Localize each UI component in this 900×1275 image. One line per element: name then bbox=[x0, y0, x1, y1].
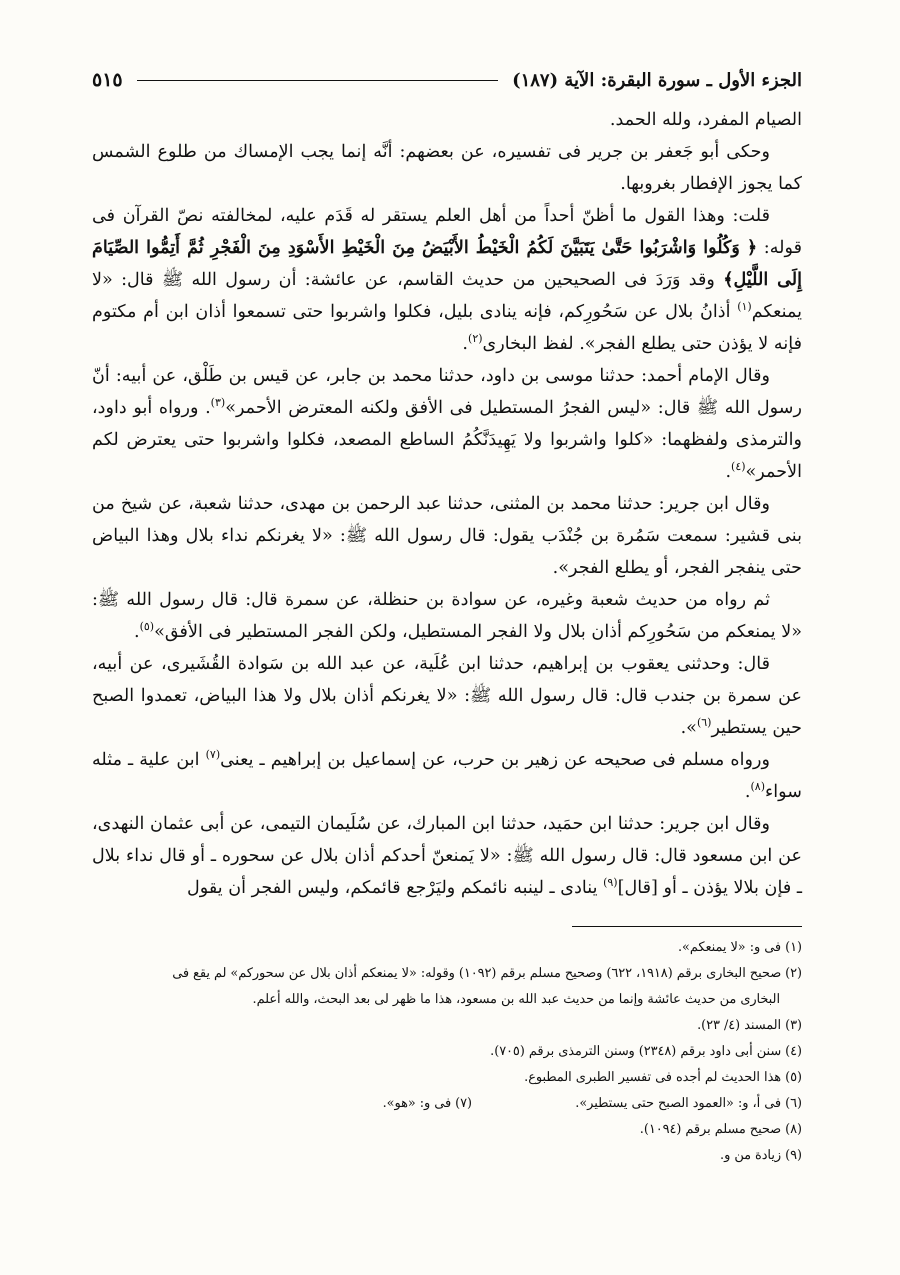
paragraph-9 bbox=[92, 808, 802, 904]
paragraph-3 bbox=[92, 200, 802, 360]
footnote-8: (٨) صحيح مسلم برقم (١٠٩٤). bbox=[639, 1122, 802, 1137]
footnote-separator bbox=[572, 926, 802, 927]
paragraph-8-text-a: ورواه مسلم فى صحيحه عن زهير بن حرب، عن إسماعيل بن إبراهيم ـ يعنى bbox=[220, 750, 770, 770]
paragraph-7-text: قال: وحدثنى يعقوب بن إبراهيم، حدثنا ابن عُلَية، عن عبد الله بن سَوادة القُشَيرى، عن أبيه، عن سمرة بن جندب قال: قال رسول الله ﷺ: «لا يغرنكم أذان بلال ولا هذا البياض، تعمدوا الصبح حين يستطير bbox=[92, 654, 803, 738]
paragraph-8 bbox=[92, 744, 802, 808]
footnote-6: (٦) فى أ، و: «العمود الصبح حتى يستطير». bbox=[575, 1096, 802, 1111]
paragraph-8-end: . bbox=[744, 782, 751, 802]
footnote-ref-9: (٩) bbox=[603, 876, 618, 890]
paragraph-6-text: ثم رواه من حديث شعبة وغيره، عن سوادة بن حنظلة، عن سمرة قال: قال رسول الله ﷺ: «لا يمنعكم من سَحُورِكم أذان بلال ولا الفجر المستطيل، ولكن الفجر المستطير فى الأفق» bbox=[92, 590, 802, 642]
header-rule bbox=[137, 80, 498, 81]
paragraph-9-text-a: وقال ابن جرير: حدثنا ابن حمَيد، حدثنا ابن المبارك، عن سُلَيمان التيمى، عن أبى عثمان النهدى، عن ابن مسعود قال: قال رسول الله ﷺ: «لا يَمنعنّ أحدكم أذان بلال عن سحوره ـ أو قال نداء بلال ـ فإن بلالا يؤذن ـ أو [قال] bbox=[92, 814, 802, 898]
paragraph-5-text: وقال ابن جرير: حدثنا محمد بن المثنى، حدثنا عبد الرحمن بن مهدى، حدثنا شعبة، عن شيخ من بنى قشير: سمعت سَمُرة بن جُنْدَب يقول: قال رسول الله ﷺ: «لا يغرنكم نداء بلال وهذا البياض حتى ينفجر الفجر، أو يطلع الفجر». bbox=[92, 494, 802, 578]
footnote-2-line-1: (٢) صحيح البخارى برقم (١٩١٨، ٦٢٢) وصحيح مسلم برقم (١٠٩٢) وقوله: «لا يمنعكم أذان بلال عن سحوركم» لم يقع فى bbox=[172, 966, 802, 981]
paragraph-1 bbox=[92, 104, 802, 136]
paragraph-4-text-a: وقال الإمام أحمد: حدثنا موسى بن داود، حدثنا محمد بن جابر، عن قيس بن طَلْق، عن أبيه: أنّ رسول الله ﷺ قال: «ليس الفجرُ المستطيل فى الأفق ولكنه المعترض الأحمر» bbox=[92, 366, 802, 418]
footnote-4: (٤) سنن أبى داود برقم (٢٣٤٨) وسنن الترمذى برقم (٧٠٥). bbox=[490, 1044, 802, 1059]
footnote-5: (٥) هذا الحديث لم أجده فى تفسير الطبرى المطبوع. bbox=[524, 1070, 802, 1085]
quran-verse: ﴿ وَكُلُوا وَاشْرَبُوا حَتَّىٰ يَتَبَيَّنَ لَكُمُ الْخَيْطُ الأَبْيَضُ مِنَ الْخَيْطِ الأَسْوَدِ مِنَ الْفَجْرِ ثُمَّ أَتِمُّوا الصِّيَامَ إِلَى اللَّيْلِ﴾ bbox=[92, 237, 802, 290]
paragraph-4-end: . bbox=[725, 462, 732, 482]
paragraph-7 bbox=[92, 648, 802, 744]
page-number: ٥١٥ bbox=[92, 69, 123, 91]
paragraph-4-text-b: . ورواه أبو داود، والترمذى ولفظهما: «كلوا واشربوا ولا يَهِيدَنَّكُمُ الساطع المصعد، فكلوا واشربوا حتى يعترض لكم الأحمر» bbox=[92, 398, 802, 482]
footnote-ref-5: (٥) bbox=[139, 620, 155, 634]
paragraph-8-text-b: ابن علية ـ مثله سواء bbox=[92, 750, 802, 802]
paragraph-6 bbox=[92, 584, 802, 648]
paragraph-3-text-c: أذانُ بلال عن سَحُورِكم، فإنه ينادى بليل، فكلوا واشربوا حتى تسمعوا أذان ابن أم مكتوم فإنه لا يؤذن حتى يطلع الفجر». لفظ البخارى bbox=[92, 302, 802, 354]
paragraph-9-text-b: ينادى ـ لينبه نائمكم وليَرْجع قائمكم، وليس الفجر أن يقول bbox=[187, 878, 598, 898]
paragraph-2 bbox=[92, 136, 802, 200]
footnote-9: (٩) زيادة من و. bbox=[720, 1148, 802, 1163]
footnote-ref-7: (٧) bbox=[205, 748, 221, 762]
footnote-1: (١) فى و: «لا يمنعكم». bbox=[677, 940, 802, 955]
paragraph-5 bbox=[92, 488, 802, 584]
paragraph-6-end: . bbox=[133, 622, 140, 642]
paragraph-1-text: الصيام المفرد، ولله الحمد. bbox=[609, 110, 802, 130]
main-text bbox=[92, 104, 802, 904]
footnote-2-line-2: البخارى من حديث عائشة وإنما من حديث عبد الله بن مسعود، هذا ما ظهر لى بعد البحث، والله أعلم. bbox=[252, 992, 780, 1007]
footnote-ref-6: (٦) bbox=[696, 716, 712, 730]
footnote-ref-4: (٤) bbox=[731, 460, 746, 474]
paragraph-3-text-a: قلت: وهذا القول ما أظنّ أحداً من أهل العلم يستقر له قَدَم عليه، لمخالفته نصّ القرآن فى قوله: bbox=[92, 206, 803, 258]
paragraph-4 bbox=[92, 360, 802, 488]
footnotes bbox=[92, 935, 802, 1169]
footnote-3: (٣) المسند (٤/ ٢٣). bbox=[697, 1018, 802, 1033]
footnote-row-6-7 bbox=[92, 1091, 802, 1117]
paragraph-3-end: . bbox=[462, 334, 469, 354]
footnote-7: (٧) فى و: «هو». bbox=[382, 1096, 472, 1111]
page-header bbox=[92, 62, 802, 98]
footnote-ref-3: (٣) bbox=[210, 396, 226, 410]
paragraph-7-end: ». bbox=[680, 718, 697, 738]
footnote-ref-8: (٨) bbox=[750, 780, 765, 794]
footnote-ref-1: (١) bbox=[737, 300, 752, 314]
footnote-ref-2: (٢) bbox=[468, 332, 483, 346]
paragraph-3-text-b: وقد وَرَدَ فى الصحيحين من حديث القاسم، عن عائشة: أن رسول الله ﷺ قال: «لا يمنعكم bbox=[92, 270, 803, 322]
paragraph-2-text: وحكى أبو جَعفر بن جرير فى تفسيره، عن بعضهم: أنَّه إنما يجب الإمساك من طلوع الشمس كما يجوز الإفطار بغروبها. bbox=[92, 142, 802, 194]
running-title: الجزء الأول ـ سورة البقرة: الآية (١٨٧) bbox=[512, 69, 802, 91]
